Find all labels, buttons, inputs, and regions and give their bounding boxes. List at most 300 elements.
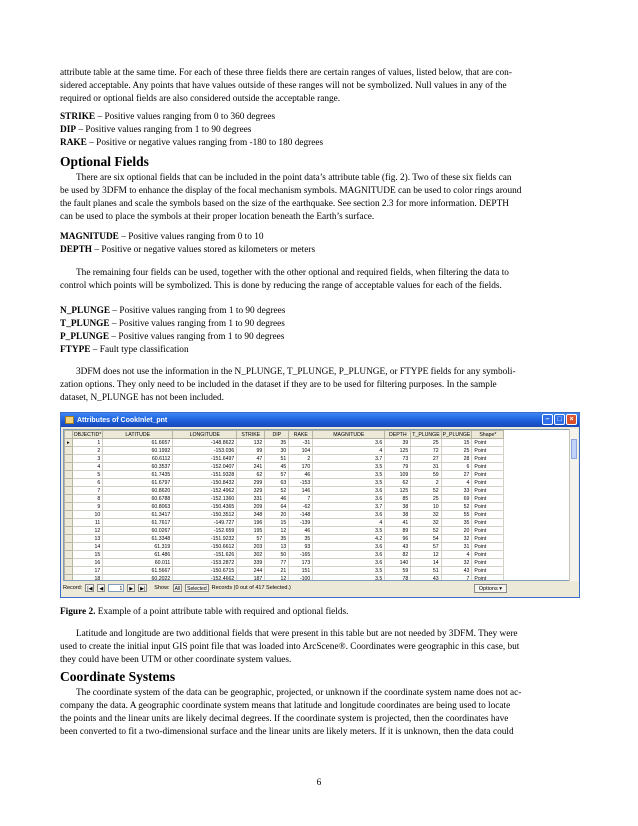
- prev-record-button[interactable]: ◀: [99, 586, 104, 592]
- table-cell: -152.0407: [173, 463, 237, 471]
- coordinate-systems-heading: Coordinate Systems: [60, 669, 176, 684]
- table-cell: -151.626: [173, 551, 237, 559]
- text-line: the fault planes and scale the symbols based on the size of the earthquake. See section 2.3 for more information. DEPTH: [60, 199, 509, 210]
- table-cell: 60.011: [103, 559, 173, 567]
- table-cell: 61.7435: [103, 471, 173, 479]
- table-cell: 57: [265, 471, 289, 479]
- table-cell: 72: [411, 447, 441, 455]
- table-cell: 51: [265, 455, 289, 463]
- table-cell: 62: [385, 479, 411, 487]
- field-t-plunge: [60, 318, 285, 331]
- table-cell: 61.319: [103, 543, 173, 551]
- table-cell: 3.5: [313, 567, 385, 575]
- table-cell: 10: [72, 511, 103, 519]
- table-header-row: [65, 431, 504, 439]
- table-cell: 35: [289, 535, 313, 543]
- table-cell: 35: [265, 535, 289, 543]
- text-line: sidered acceptable. Any points that have values outside of these ranges will not be symbolized. Null values in any of the: [60, 81, 507, 92]
- table-row[interactable]: [65, 567, 504, 575]
- table-cell: 61.6797: [103, 479, 173, 487]
- table-row[interactable]: [65, 447, 504, 455]
- record-input[interactable]: 1: [108, 584, 124, 592]
- table-statusbar: [63, 582, 577, 594]
- column-header[interactable]: DIP: [265, 431, 289, 439]
- table-row[interactable]: [65, 575, 504, 582]
- column-header[interactable]: T_PLUNGE: [412, 431, 440, 438]
- table-body: [65, 439, 504, 582]
- row-selector[interactable]: [65, 503, 73, 511]
- table-cell: -150.8432: [173, 479, 237, 487]
- column-header[interactable]: MAGNITUDE: [313, 431, 385, 439]
- row-selector[interactable]: ▸: [65, 439, 73, 447]
- last-record-button[interactable]: ▶|: [140, 586, 146, 592]
- table-row[interactable]: [65, 527, 504, 535]
- table-cell: -139: [289, 519, 313, 527]
- scrollbar-thumb[interactable]: [571, 439, 577, 459]
- table-cell: Point: [472, 503, 504, 511]
- table-cell: 2: [289, 455, 313, 463]
- field-name: N_PLUNGE: [60, 306, 111, 316]
- table-cell: 59: [411, 471, 441, 479]
- table-cell: 69: [441, 495, 472, 503]
- field-name: DEPTH: [60, 245, 93, 255]
- table-cell: 46: [289, 471, 313, 479]
- figure-label: Figure 2.: [60, 607, 96, 617]
- text-line: used to create the initial input GIS point file that was loaded into ArcScene®. Coordinates were geographic in this case, but: [60, 642, 520, 653]
- table-cell: 77: [265, 559, 289, 567]
- table-cell: 15: [72, 551, 103, 559]
- attribute-grid: [63, 429, 570, 581]
- table-cell: 31: [441, 543, 472, 551]
- table-cell: 13: [72, 535, 103, 543]
- field-rake: [60, 137, 323, 150]
- page-number: 6: [316, 778, 322, 788]
- table-cell: 244: [237, 567, 265, 575]
- field-desc: – Positive values ranging from 1 to 90 degrees: [109, 319, 285, 329]
- text-line: dataset, N_PLUNGE has not been included.: [60, 393, 224, 404]
- table-cell: 4: [441, 551, 472, 559]
- table-cell: 73: [385, 455, 411, 463]
- field-desc: – Positive values ranging from 1 to 90 degrees: [109, 332, 285, 342]
- table-cell: -148: [289, 511, 313, 519]
- table-cell: -152.659: [173, 527, 237, 535]
- table-cell: 61.6657: [103, 439, 173, 447]
- text-line: the points and the linear units are likely decimal degrees. If the coordinate system is projected, then the coordinates have: [60, 714, 509, 725]
- table-cell: 12: [265, 575, 289, 582]
- column-header[interactable]: DEPTH: [385, 431, 411, 439]
- table-cell: Point: [472, 519, 504, 527]
- table-cell: 6: [72, 479, 103, 487]
- table-cell: -100: [289, 575, 313, 582]
- table-cell: 96: [385, 535, 411, 543]
- table-cell: 43: [411, 575, 441, 582]
- table-cell: 5: [72, 471, 103, 479]
- table-cell: 329: [237, 487, 265, 495]
- table-cell: 32: [441, 559, 472, 567]
- show-label: Show:: [154, 585, 170, 591]
- table-cell: 2: [72, 447, 103, 455]
- text-line: required or optional fields are also considered outside the acceptable range.: [60, 94, 341, 105]
- table-cell: 60.0267: [103, 527, 173, 535]
- table-cell: 61.7617: [103, 519, 173, 527]
- row-selector[interactable]: [65, 455, 73, 463]
- table-row[interactable]: [65, 455, 504, 463]
- table-cell: 30: [265, 447, 289, 455]
- table-cell: 146: [289, 487, 313, 495]
- table-cell: 61.486: [103, 551, 173, 559]
- text-line: control which points will be symbolized. This is done by reducing the range of acceptable values for each of the fields.: [60, 281, 502, 292]
- table-cell: 33: [441, 487, 472, 495]
- text-line: Latitude and longitude are two additional fields that were present in this table but are not needed by 3DFM. They were: [76, 629, 518, 639]
- table-cell: 3.6: [313, 551, 385, 559]
- table-cell: 3.6: [313, 487, 385, 495]
- field-desc: – Positive values ranging from 0 to 360 degrees: [95, 112, 276, 122]
- field-ftype: [60, 344, 189, 357]
- options-button[interactable]: [474, 584, 507, 593]
- table-cell: -150.6715: [173, 567, 237, 575]
- records-count: Records (0 out of 417 Selected.): [211, 585, 291, 591]
- row-selector-header: [65, 431, 73, 439]
- table-cell: 52: [441, 503, 472, 511]
- table-cell: 50: [265, 551, 289, 559]
- field-desc: – Positive or negative values stored as kilometers or meters: [92, 245, 316, 255]
- record-label: Record:: [63, 585, 83, 591]
- field-dip: [60, 124, 251, 137]
- table-cell: 3.6: [313, 511, 385, 519]
- table-cell: 12: [265, 527, 289, 535]
- field-name: FTYPE: [60, 345, 91, 355]
- table-cell: 151: [289, 567, 313, 575]
- table-cell: -62: [289, 503, 313, 511]
- table-row[interactable]: [65, 535, 504, 543]
- field-name: T_PLUNGE: [60, 319, 110, 329]
- table-cell: 4: [313, 447, 385, 455]
- field-name: P_PLUNGE: [60, 332, 110, 342]
- table-cell: 170: [289, 463, 313, 471]
- figure-caption-text: Example of a point attribute table with required and optional fields.: [95, 607, 349, 617]
- table-cell: 209: [237, 503, 265, 511]
- table-cell: 3.6: [313, 559, 385, 567]
- text-line: 3DFM does not use the information in the N_PLUNGE, T_PLUNGE, P_PLUNGE, or FTYPE fields for any symboli-: [76, 367, 516, 377]
- table-cell: 31: [411, 463, 441, 471]
- table-cell: -31: [289, 439, 313, 447]
- table-cell: 109: [385, 471, 411, 479]
- table-cell: 32: [411, 519, 441, 527]
- table-cell: 7: [441, 575, 472, 582]
- row-selector[interactable]: [65, 567, 73, 575]
- text-line: attribute table at the same time. For each of these three fields there are certain ranges of values, listed below, that are con-: [60, 68, 512, 78]
- table-cell: 12: [411, 551, 441, 559]
- show-selected-button[interactable]: Selected: [187, 586, 207, 592]
- attribute-table: [64, 430, 504, 581]
- vertical-scrollbar[interactable]: [569, 429, 578, 581]
- row-selector[interactable]: [65, 559, 73, 567]
- table-cell: 61.3348: [103, 535, 173, 543]
- table-cell: Point: [472, 543, 504, 551]
- table-row[interactable]: [65, 471, 504, 479]
- table-cell: 41: [385, 519, 411, 527]
- text-line: can be used to place the symbols at their proper location beneath the Earth’s surface.: [60, 212, 375, 223]
- table-cell: 99: [237, 447, 265, 455]
- table-cell: 241: [237, 463, 265, 471]
- maximize-button[interactable]: □: [554, 414, 565, 425]
- table-cell: Point: [472, 551, 504, 559]
- table-cell: 4: [313, 519, 385, 527]
- table-row[interactable]: [65, 479, 504, 487]
- table-cell: -165: [289, 551, 313, 559]
- column-header[interactable]: LONGITUDE: [173, 431, 237, 439]
- table-cell: Point: [472, 439, 504, 447]
- table-cell: 10: [411, 503, 441, 511]
- field-desc: – Positive or negative values ranging from -180 to 180 degrees: [86, 138, 324, 148]
- row-selector[interactable]: [65, 551, 73, 559]
- table-cell: 60.6788: [103, 495, 173, 503]
- table-cell: Point: [472, 535, 504, 543]
- table-cell: 14: [411, 559, 441, 567]
- field-depth: [60, 244, 315, 257]
- table-row[interactable]: [65, 511, 504, 519]
- table-cell: 7: [72, 487, 103, 495]
- table-row[interactable]: [65, 495, 504, 503]
- table-cell: 85: [385, 495, 411, 503]
- table-cell: 61.3417: [103, 511, 173, 519]
- table-cell: -153.036: [173, 447, 237, 455]
- table-cell: 187: [237, 575, 265, 582]
- table-cell: 3.5: [313, 471, 385, 479]
- table-cell: 14: [72, 543, 103, 551]
- row-selector[interactable]: [65, 575, 73, 582]
- table-cell: 140: [385, 559, 411, 567]
- table-cell: 3.5: [313, 463, 385, 471]
- table-cell: 43: [441, 567, 472, 575]
- table-cell: 15: [441, 439, 472, 447]
- row-selector[interactable]: [65, 527, 73, 535]
- table-cell: Point: [472, 495, 504, 503]
- remaining-paragraph: [60, 267, 578, 293]
- table-cell: -151.9328: [173, 471, 237, 479]
- figure-caption: [60, 606, 348, 619]
- table-cell: 60.1992: [103, 447, 173, 455]
- table-row[interactable]: [65, 551, 504, 559]
- table-cell: 4: [441, 479, 472, 487]
- table-cell: Point: [472, 447, 504, 455]
- table-cell: 3.6: [313, 543, 385, 551]
- table-cell: Point: [472, 567, 504, 575]
- table-cell: 9: [72, 503, 103, 511]
- next-record-button[interactable]: ▶: [129, 586, 134, 592]
- row-selector[interactable]: [65, 447, 73, 455]
- row-selector[interactable]: [65, 511, 73, 519]
- table-cell: -150.3512: [173, 511, 237, 519]
- table-cell: 25: [411, 439, 441, 447]
- table-cell: 60.8063: [103, 503, 173, 511]
- column-header[interactable]: Shape*: [472, 431, 504, 439]
- table-cell: 3.6: [313, 495, 385, 503]
- table-cell: 38: [385, 503, 411, 511]
- table-icon: [65, 416, 74, 424]
- table-cell: 63: [265, 479, 289, 487]
- optional-fields-heading: Optional Fields: [60, 154, 149, 169]
- table-cell: 6: [441, 463, 472, 471]
- table-cell: 79: [385, 463, 411, 471]
- table-cell: 59: [385, 567, 411, 575]
- field-n-plunge: [60, 305, 285, 318]
- table-cell: 203: [237, 543, 265, 551]
- field-desc: – Fault type classification: [90, 345, 189, 355]
- row-selector[interactable]: [65, 543, 73, 551]
- table-cell: 18: [72, 575, 103, 582]
- table-cell: 45: [265, 463, 289, 471]
- table-cell: 61.5667: [103, 567, 173, 575]
- row-selector[interactable]: [65, 535, 73, 543]
- table-cell: 196: [237, 519, 265, 527]
- window-title: Attributes of CookInlet_pnt: [77, 416, 168, 424]
- table-cell: -152.4662: [173, 575, 237, 582]
- table-cell: 32: [441, 535, 472, 543]
- table-cell: 57: [411, 543, 441, 551]
- text-line: The remaining four fields can be used, together with the other optional and required fields, when filtering the data to: [76, 268, 509, 278]
- table-row[interactable]: [65, 559, 504, 567]
- table-cell: -149.727: [173, 519, 237, 527]
- column-header[interactable]: RAKE: [289, 431, 313, 439]
- column-header[interactable]: LATITUDE: [103, 431, 173, 439]
- attribute-table-window: [60, 412, 580, 598]
- table-cell: Point: [472, 471, 504, 479]
- table-row[interactable]: [65, 503, 504, 511]
- table-cell: 1: [72, 439, 103, 447]
- table-row[interactable]: [65, 463, 504, 471]
- table-cell: 348: [237, 511, 265, 519]
- row-selector[interactable]: [65, 463, 73, 471]
- table-cell: 2: [411, 479, 441, 487]
- table-cell: 15: [265, 519, 289, 527]
- table-cell: 60.8620: [103, 487, 173, 495]
- table-cell: 62: [237, 471, 265, 479]
- table-cell: Point: [472, 559, 504, 567]
- table-cell: 132: [237, 439, 265, 447]
- optional-paragraph: [60, 172, 578, 224]
- text-line: zation options. They only need to be included in the dataset if they are to be used for filtering purposes. In the sample: [60, 380, 497, 391]
- intro-paragraph: [60, 67, 578, 106]
- table-cell: 13: [265, 543, 289, 551]
- minimize-button[interactable]: –: [542, 414, 553, 425]
- field-name: RAKE: [60, 138, 87, 148]
- column-header[interactable]: P_PLUNGE: [442, 431, 471, 438]
- table-cell: 38: [385, 511, 411, 519]
- table-cell: 32: [411, 511, 441, 519]
- table-cell: 64: [265, 503, 289, 511]
- table-row[interactable]: [65, 543, 504, 551]
- table-cell: 16: [72, 559, 103, 567]
- text-line: they could have been UTM or other coordinate system values.: [60, 655, 292, 666]
- close-button[interactable]: ×: [566, 414, 577, 425]
- table-cell: 104: [289, 447, 313, 455]
- table-cell: 20: [441, 527, 472, 535]
- table-cell: 3: [72, 455, 103, 463]
- table-row[interactable]: [65, 487, 504, 495]
- table-cell: -150.4365: [173, 503, 237, 511]
- table-cell: 27: [411, 455, 441, 463]
- table-cell: 3.7: [313, 503, 385, 511]
- table-cell: 7: [289, 495, 313, 503]
- row-selector[interactable]: [65, 471, 73, 479]
- row-selector[interactable]: [65, 519, 73, 527]
- first-record-button[interactable]: |◀: [87, 586, 93, 592]
- table-row[interactable]: [65, 439, 504, 447]
- table-cell: 195: [237, 527, 265, 535]
- latlon-paragraph: [60, 628, 578, 667]
- table-cell: 125: [385, 447, 411, 455]
- field-strike: [60, 111, 275, 124]
- table-cell: 47: [237, 455, 265, 463]
- text-line: The coordinate system of the data can be geographic, projected, or unknown if the coordinate system name does not ac-: [76, 688, 522, 698]
- field-magnitude: [60, 231, 264, 244]
- field-desc: – Positive values ranging from 1 to 90 degrees: [76, 125, 252, 135]
- column-header[interactable]: STRIKE: [237, 431, 265, 439]
- window-titlebar[interactable]: [61, 413, 579, 427]
- table-cell: 89: [385, 527, 411, 535]
- table-cell: 4: [72, 463, 103, 471]
- row-selector[interactable]: [65, 487, 73, 495]
- table-cell: 3.5: [313, 479, 385, 487]
- row-selector[interactable]: [65, 479, 73, 487]
- table-cell: 78: [385, 575, 411, 582]
- table-cell: 125: [385, 487, 411, 495]
- table-row[interactable]: [65, 519, 504, 527]
- table-cell: 11: [72, 519, 103, 527]
- table-cell: -152.1360: [173, 495, 237, 503]
- table-cell: 20: [265, 511, 289, 519]
- field-desc: – Positive values ranging from 1 to 90 degrees: [110, 306, 286, 316]
- table-cell: 173: [289, 559, 313, 567]
- table-cell: Point: [472, 575, 504, 582]
- table-cell: 302: [237, 551, 265, 559]
- text-line: be used by 3DFM to enhance the display of the focal mechanism symbols. MAGNITUDE can be used to color rings around: [60, 186, 522, 197]
- table-cell: -151.9232: [173, 535, 237, 543]
- table-cell: Point: [472, 455, 504, 463]
- table-cell: 60.6112: [103, 455, 173, 463]
- table-cell: Point: [472, 479, 504, 487]
- text-line: company the data. A geographic coordinate system means that latitude and longitude coordinates are being used to locate: [60, 701, 511, 712]
- table-cell: 25: [411, 495, 441, 503]
- table-cell: 60.3537: [103, 463, 173, 471]
- table-cell: 93: [289, 543, 313, 551]
- table-cell: 8: [72, 495, 103, 503]
- table-cell: 3.5: [313, 575, 385, 582]
- field-name: STRIKE: [60, 112, 96, 122]
- table-cell: 25: [441, 447, 472, 455]
- text-line: There are six optional fields that can be included in the point data’s attribute table (fig. 2). Two of these six fields can: [76, 173, 512, 183]
- field-p-plunge: [60, 331, 284, 344]
- show-all-button[interactable]: All: [174, 586, 181, 592]
- options-label: Options: [478, 585, 498, 592]
- table-cell: 57: [237, 535, 265, 543]
- column-header[interactable]: OBJECTID*: [73, 431, 102, 438]
- table-cell: 27: [441, 471, 472, 479]
- table-cell: 82: [385, 551, 411, 559]
- table-cell: 46: [289, 527, 313, 535]
- table-cell: 21: [265, 567, 289, 575]
- table-cell: 35: [265, 439, 289, 447]
- table-cell: 17: [72, 567, 103, 575]
- table-cell: 331: [237, 495, 265, 503]
- table-cell: 39: [385, 439, 411, 447]
- table-cell: -151.6497: [173, 455, 237, 463]
- row-selector[interactable]: [65, 495, 73, 503]
- table-cell: -150.6612: [173, 543, 237, 551]
- table-cell: -148.8622: [173, 439, 237, 447]
- text-line: been converted to fit a two-dimensional surface and the linear units are likely meters. If it is unknown, then the data could: [60, 727, 514, 738]
